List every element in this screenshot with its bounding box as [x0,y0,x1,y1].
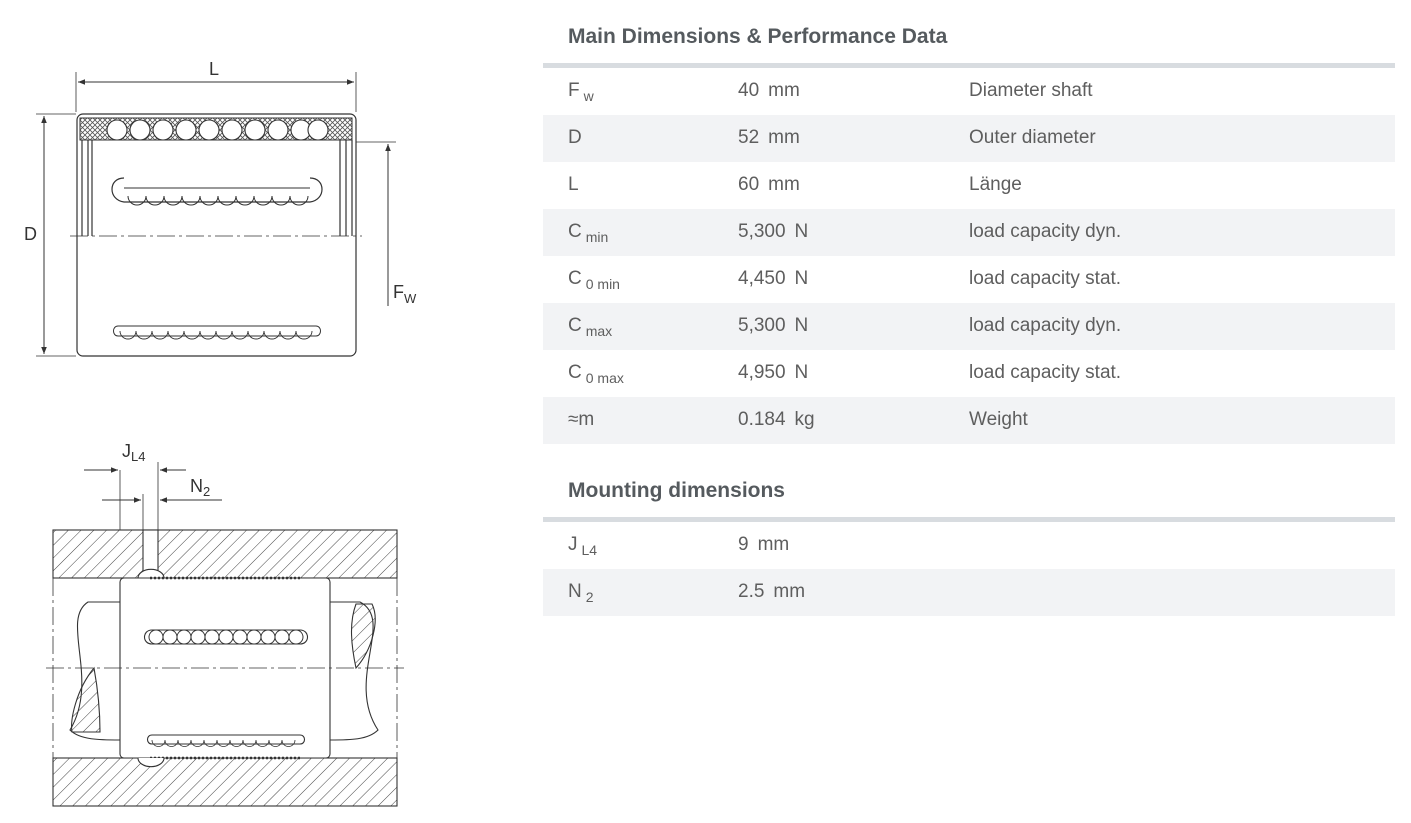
table-row [543,522,1395,569]
value: 60 mm [738,174,800,195]
symbol: L [568,174,579,195]
value: 4,950 N [738,362,809,383]
table-row [543,256,1395,303]
label-JL4: $J_{L4}$ [122,441,146,464]
value: 52 mm [738,127,800,148]
technical-drawing [0,0,540,823]
description: Länge [969,174,1022,195]
value: 4,450 N [738,268,809,289]
symbol: N $_2$ [568,581,594,605]
value: 0.184 kg [738,409,815,430]
description: load capacity stat. [969,362,1122,383]
symbol: J $_{L4}$ [568,534,598,558]
label-D: D [24,224,37,244]
table-row [543,209,1395,256]
symbol: ≈m [568,409,595,430]
value: 9 mm [738,534,790,555]
table-row [543,350,1395,397]
description: load capacity stat. [969,268,1122,289]
label-L: L [208,59,220,79]
mounting-view [46,462,404,806]
symbol: C $_{max}$ [568,315,613,339]
value: 2.5 mm [738,581,806,602]
bearing-section-view [36,72,396,356]
value: 5,300 N [738,315,809,336]
label-Fw: $F_W$ [393,282,417,306]
main-dimensions-title: Main Dimensions & Performance Data [568,25,948,48]
symbol: D [568,127,582,148]
description: load capacity dyn. [969,221,1122,242]
description: Outer diameter [969,127,1096,148]
description: load capacity dyn. [969,315,1122,336]
value: 40 mm [738,80,800,101]
mounting-dimensions-title: Mounting dimensions [568,479,785,502]
table-row [543,569,1395,616]
symbol: C $_{min}$ [568,221,609,245]
table-row [543,397,1395,444]
table-row [543,115,1395,162]
description: Weight [969,409,1028,430]
table-row [543,68,1395,115]
main-dimensions-table [543,63,1395,444]
description: Diameter shaft [969,80,1093,101]
label-N2: $N_2$ [190,476,211,499]
table-row [543,303,1395,350]
mounting-dimensions-table [543,517,1395,616]
value: 5,300 N [738,221,809,242]
symbol: C $_{0 max}$ [568,362,624,386]
symbol: F $_w$ [568,80,594,104]
symbol: C $_{0 min}$ [568,268,620,292]
table-row [543,162,1395,209]
